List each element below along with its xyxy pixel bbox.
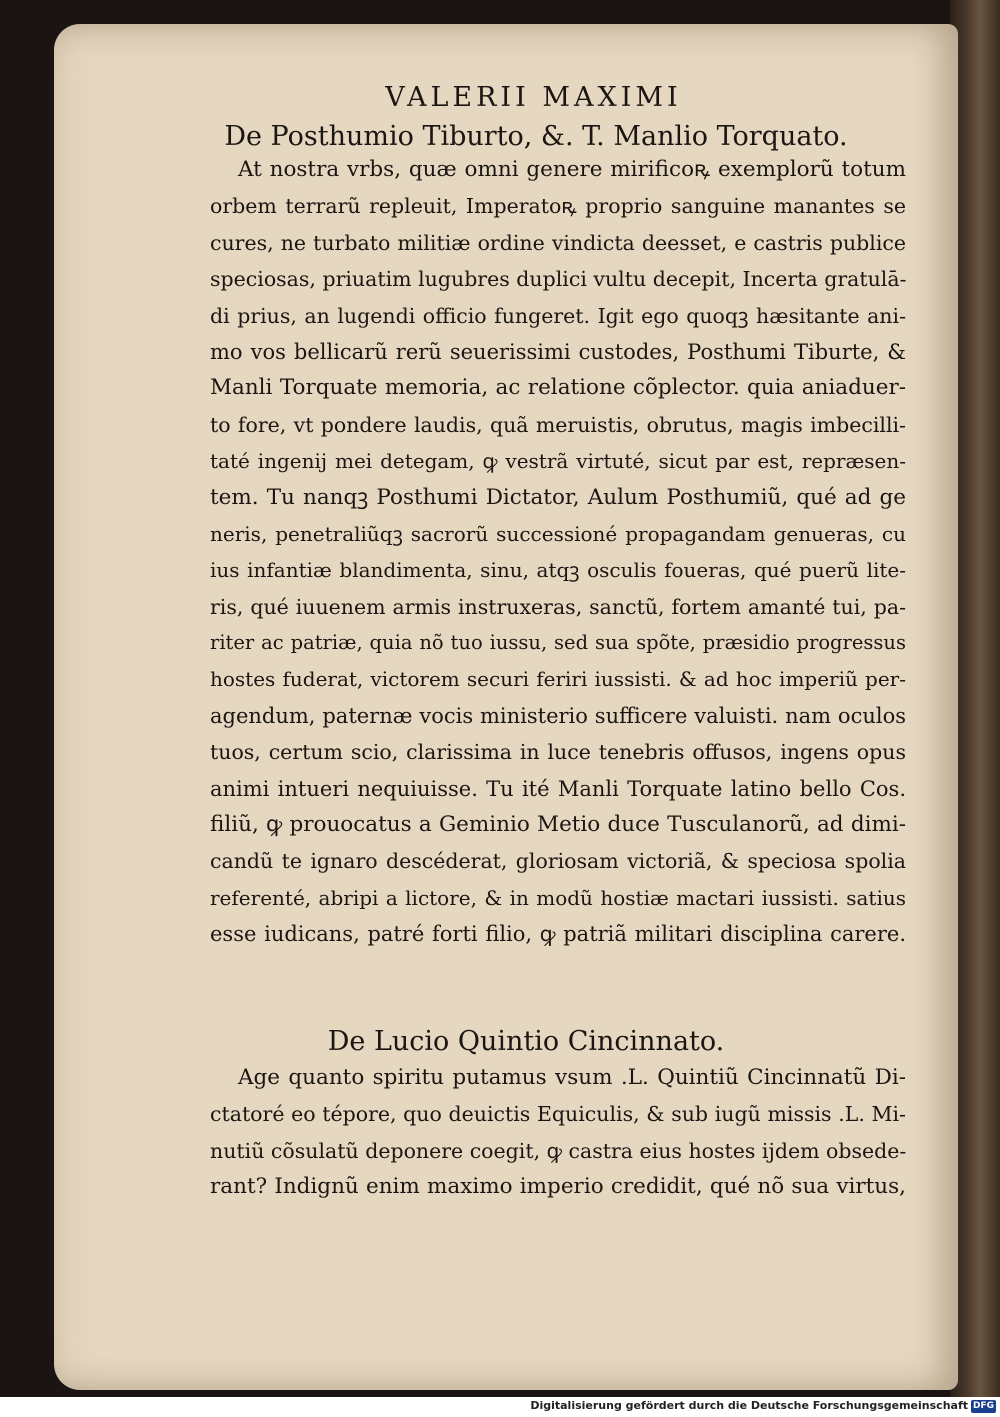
digitization-footer bbox=[0, 1397, 1000, 1417]
text-line: tuos, certum scio, clarissima in luce tenebris offusos, ingens opus bbox=[210, 740, 906, 765]
text-line: Manli Torquate memoria, ac relatione cõplector. quia aniaduer- bbox=[210, 375, 906, 401]
text-line: mo vos bellicarũ rerũ seuerissimi custodes, Posthumi Tiburte, & bbox=[210, 339, 906, 364]
text-line: riter ac patriæ, quia nõ tuo iussu, sed sua spõte, præsidio progressus bbox=[210, 631, 906, 655]
funding-credit: Digitalisierung gefördert durch die Deutsche Forschungsgemeinschaft bbox=[530, 1399, 968, 1412]
text-line: nutiũ cõsulatũ deponere coegit, ꝙ castra eius hostes ijdem obsede- bbox=[210, 1138, 907, 1163]
text-line: hostes fuderat, victorem securi feriri iussisti. & ad hoc imperiũ per- bbox=[210, 667, 906, 692]
text-line: agendum, paternæ vocis ministerio sufficere valuisti. nam oculos bbox=[210, 703, 906, 728]
text-line: orbem terrarũ repleuit, Imperatoꝶ proprio sanguine manantes se bbox=[210, 194, 906, 219]
text-line: taté ingenij mei detegam, ꝙ vestrã virtuté, sicut par est, repræsen- bbox=[210, 449, 906, 474]
book-page bbox=[54, 24, 958, 1390]
running-head: VALERII MAXIMI bbox=[385, 82, 682, 113]
section-body-cincinnatus bbox=[210, 1060, 906, 1206]
text-line: ctatoré eo tépore, quo deuictis Equiculis, & sub iugũ missis .L. Mi- bbox=[210, 1102, 906, 1127]
text-line: referenté, abripi a lictore, & in modũ hostiæ mactari iussisti. satius bbox=[210, 885, 906, 910]
section-heading-cincinnatus: De Lucio Quintio Cincinnato. bbox=[327, 1026, 725, 1057]
text-line: ris, qué iuuenem armis instruxeras, sanctũ, fortem amanté tui, pa- bbox=[210, 594, 906, 619]
section-body-posthumius bbox=[210, 152, 906, 953]
text-line: to fore, vt pondere laudis, quã meruistis, obrutus, magis imbecilli- bbox=[210, 412, 906, 437]
text-line: speciosas, priuatim lugubres duplici vultu decepit, Incerta gratulā- bbox=[210, 267, 907, 292]
text-line: neris, penetraliũqꝫ sacrorũ successioné propagandam genueras, cu bbox=[210, 521, 906, 546]
text-line: Age quanto spiritu putamus vsum .L. Quintiũ Cincinnatũ Di- bbox=[238, 1065, 906, 1090]
text-line: candũ te ignaro descéderat, gloriosam victoriã, & speciosa spolia bbox=[210, 849, 906, 874]
text-line: rant? Indignũ enim maximo imperio credidit, qué nõ sua virtus, bbox=[210, 1174, 906, 1200]
dfg-logo: DFG bbox=[972, 1401, 994, 1411]
text-line: animi intueri nequiuisse. Tu ité Manli Torquate latino bello Cos. bbox=[210, 776, 906, 801]
text-line: di prius, an lugendi officio fungeret. Igit ego quoqꝫ hæsitante ani- bbox=[210, 303, 906, 328]
text-line: At nostra vrbs, quæ omni genere mirificoꝶ exemplorũ totum bbox=[238, 157, 906, 182]
section-heading-posthumius: De Posthumio Tiburto, &. T. Manlio Torquato. bbox=[224, 121, 848, 152]
text-line: tem. Tu nanqꝫ Posthumi Dictator, Aulum Posthumiũ, qué ad ge bbox=[210, 484, 906, 510]
text-line: cures, ne turbato militiæ ordine vindicta deesset, e castris publice bbox=[210, 230, 906, 255]
text-line: ius infantiæ blandimenta, sinu, atqꝫ osculis foueras, qué puerũ lite- bbox=[210, 558, 906, 583]
text-line: filiũ, ꝙ prouocatus a Geminio Metio duce Tusculanorũ, ad dimi- bbox=[210, 812, 906, 838]
text-line: esse iudicans, patré forti filio, ꝙ patriã militari disciplina carere. bbox=[210, 922, 906, 947]
